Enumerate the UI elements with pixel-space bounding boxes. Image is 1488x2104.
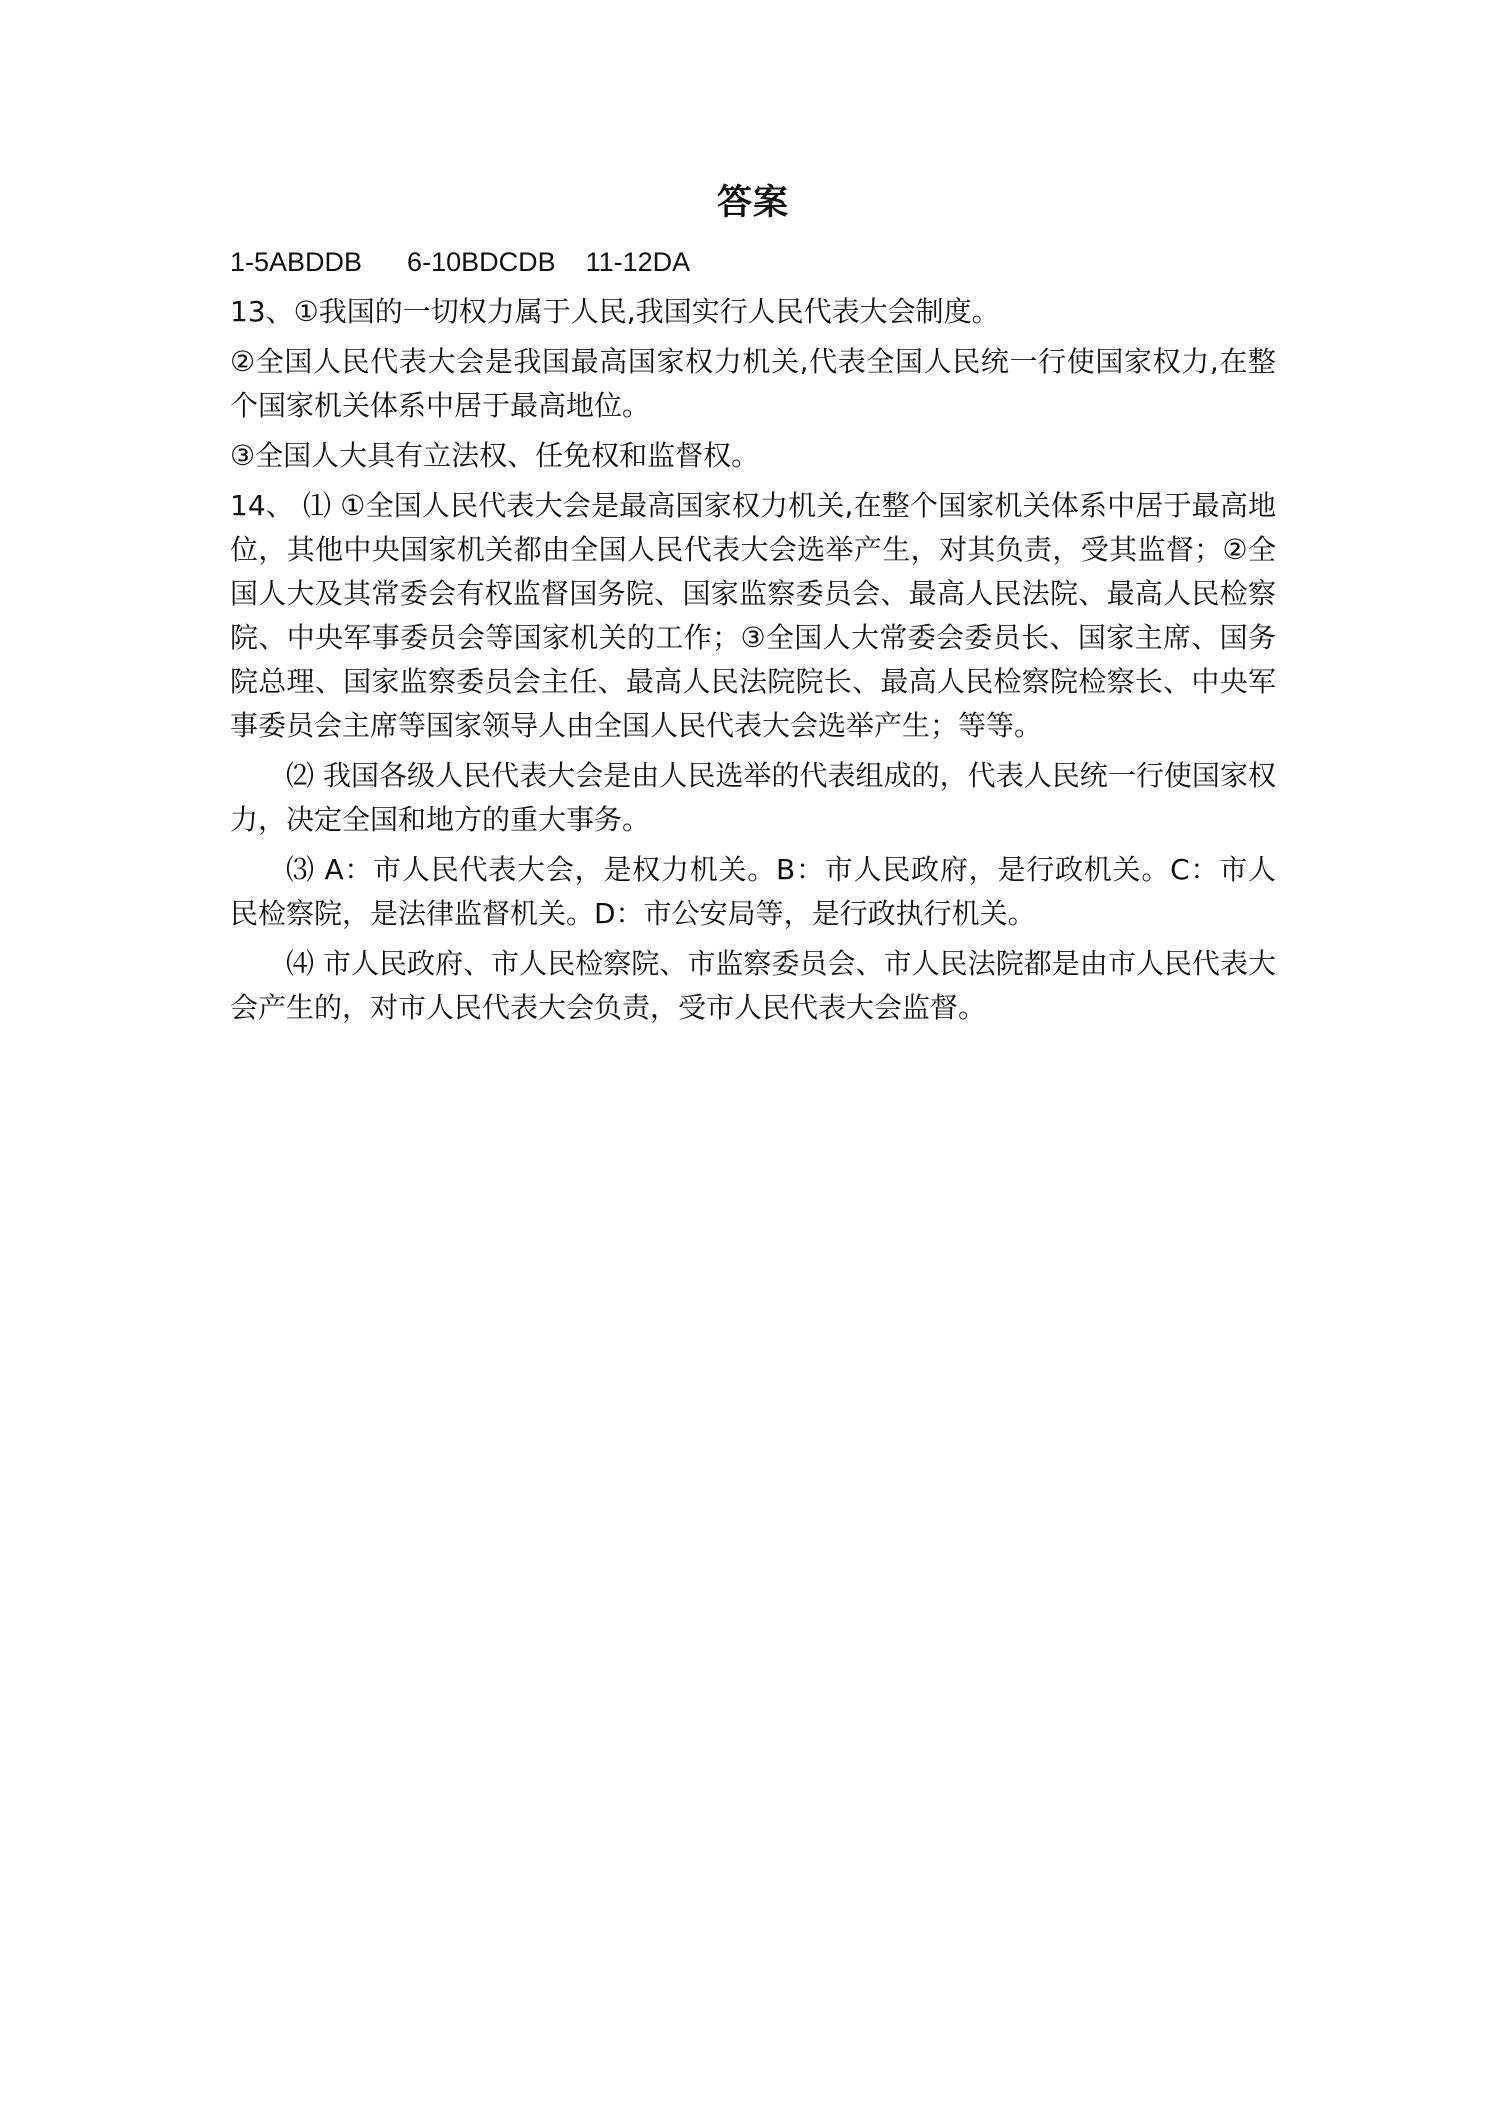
q14-part-1: 14、 ⑴ ①全国人民代表大会是最高国家权力机关,在整个国家机关体系中居于最高地位，其他中央国家机关都由全国人民代表大会选举产生，对其负责，受其监督；②全国人大及其常委会有权监督国务院、国家监察委员会、最高人民法院、最高人民检察院、中央军事委员会等国家机关的工作；③全国人大常委会委员长、国家主席、国务院总理、国家监察委员会主任、最高人民法院院长、最高人民检察院检察长、中央军事委员会主席等国家领导人由全国人民代表大会选举产生；等等。 (230, 489, 1276, 742)
q14-part-4: ⑷ 市人民政府、市人民检察院、市监察委员会、市人民法院都是由市人民代表大会产生的，对市人民代表大会负责，受市人民代表大会监督。 (230, 947, 1276, 1024)
q14-part-2: ⑵ 我国各级人民代表大会是由人民选举的代表组成的，代表人民统一行使国家权力，决定全国和地方的重大事务。 (230, 759, 1276, 836)
page-title: 答案 (716, 183, 789, 223)
q14-part-3: ⑶ A：市人民代表大会，是权力机关。B：市人民政府，是行政机关。C：市人民检察院，是法律监督机关。D：市公安局等，是行政执行机关。 (230, 853, 1276, 930)
q13-paragraph-3: ③全国人大具有立法权、任免权和监督权。 (230, 439, 760, 472)
q13-paragraph-1: 13、①我国的一切权力属于人民,我国实行人民代表大会制度。 (230, 295, 1000, 328)
q13-paragraph-2: ②全国人民代表大会是我国最高国家权力机关,代表全国人民统一行使国家权力,在整个国家机关体系中居于最高地位。 (230, 345, 1276, 422)
multiple-choice-answers: 1-5ABDDB 6-10BDCDB 11-12DA (230, 247, 691, 277)
answer-content (230, 176, 1276, 1036)
